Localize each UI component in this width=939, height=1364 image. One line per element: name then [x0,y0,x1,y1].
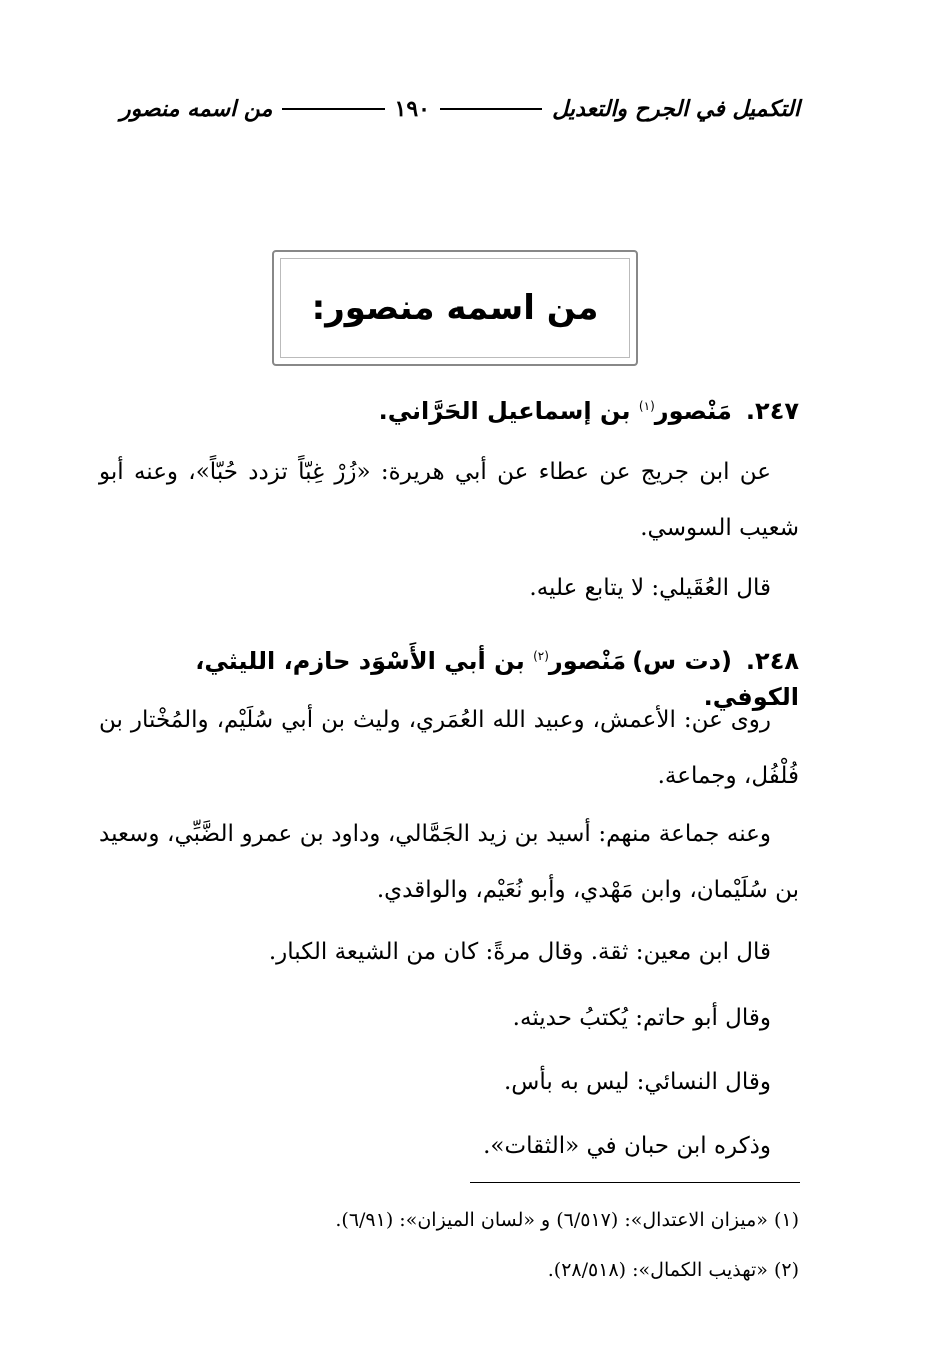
running-header-section: من اسمه منصور [119,96,273,122]
entry-paragraph: وذكره ابن حبان في «الثقات». [483,1133,771,1159]
entry-number: ٢٤٨. [745,647,799,675]
entry-name: مَنْصور [654,397,732,425]
footnote-divider [470,1182,800,1183]
entry-name-rest: بن إسماعيل الحَرَّاني. [378,397,631,425]
entry-paragraph: عن ابن جريج عن عطاء عن أبي هريرة: «زُرْ غِبّاً تزدد حُبّاً»، وعنه أبو شعيب السوسي. [99,459,799,541]
footnote: (٢) «تهذيب الكمال»: (٢٨/٥١٨). [547,1259,799,1281]
footnote: (١) «ميزان الاعتدال»: (٦/٥١٧) و «لسان الميزان»: (٦/٩١). [335,1209,799,1231]
running-header-rule [440,108,542,110]
entry-heading [99,388,799,429]
entry-paragraph: قال ابن معين: ثقة. وقال مرةً: كان من الشيعة الكبار. [268,939,771,965]
entry-paragraph: وقال أبو حاتم: يُكتبُ حديثه. [512,1005,771,1031]
entry-paragraph: قال العُقَيلي: لا يتابع عليه. [529,575,771,601]
running-header-book-title: التكميل في الجرح والتعديل [552,96,800,122]
entry-paragraph: روى عن: الأعمش، وعبيد الله العُمَري، وليث بن أبي سُلَيْم، والمُخْتار بن فُلْفُل، وجماعة. [99,707,799,789]
footnote-ref: (٢) [533,649,549,663]
entry-number: ٢٤٧. [745,397,799,425]
entry-code: (دت س) [632,647,732,675]
section-title: من اسمه منصور: [311,288,599,328]
entry-paragraph: وعنه جماعة منهم: أسيد بن زيد الجَمَّالي، وداود بن عمرو الضَّبِّي، وسعيد بن سُلَيْمان، وابن مَهْدي، وأبو نُعَيْم، والواقدي. [99,821,799,903]
entry-name: مَنْصور [548,647,627,675]
running-header [120,92,800,126]
entry-name-rest: بن أبي الأَسْوَد حازم، الليثي، الكوفي. [195,647,799,711]
running-header-rule [282,108,384,110]
entry-paragraph: وقال النسائي: ليس به بأس. [503,1069,771,1095]
page-number: ١٩٠ [394,96,430,122]
footnote-ref: (١) [638,399,655,413]
section-title-frame [272,250,638,366]
